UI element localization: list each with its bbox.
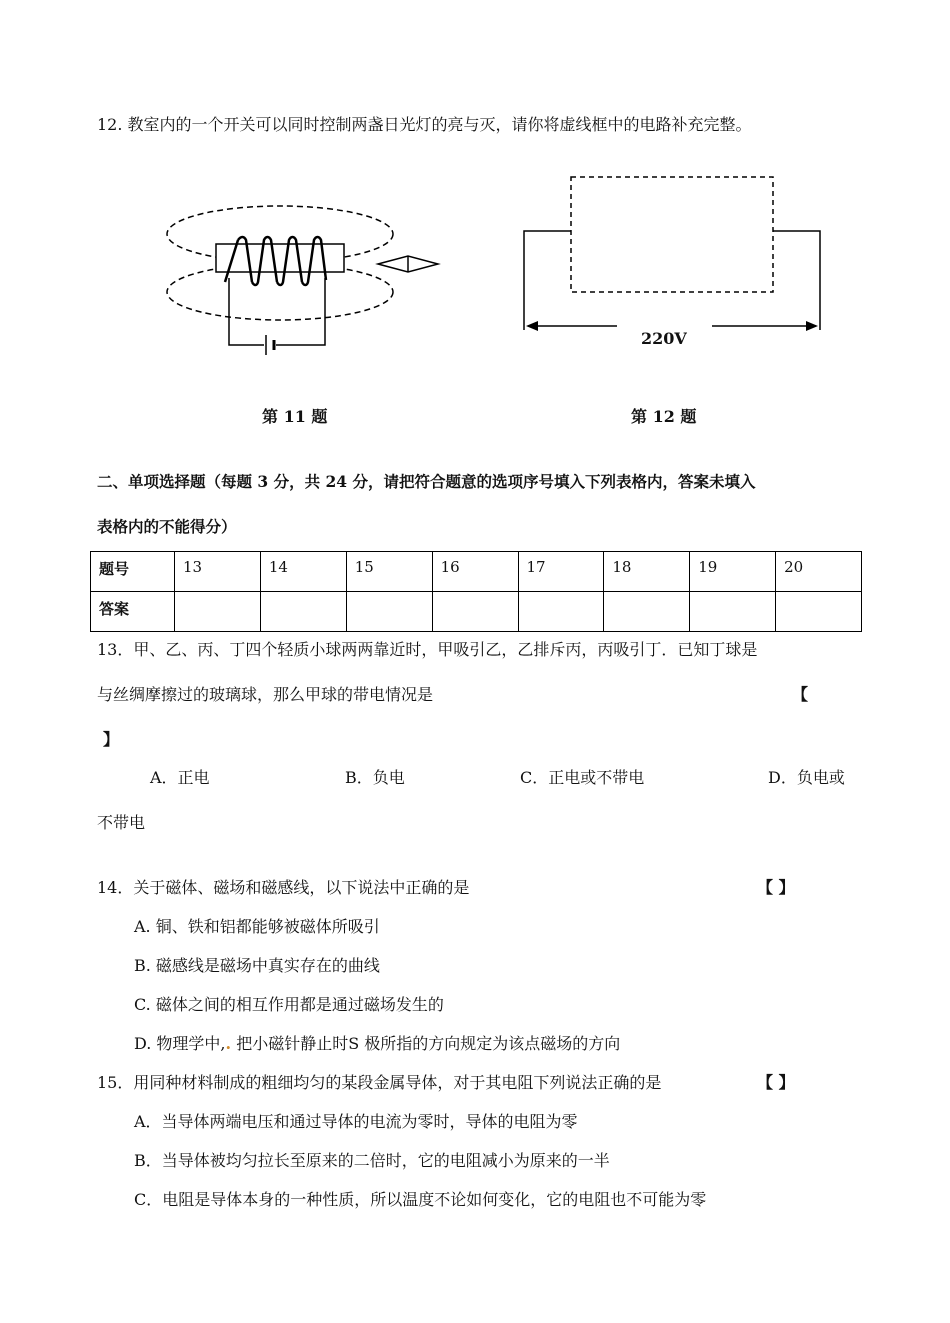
question-13-option-c: C．正电或不带电 [520, 768, 645, 787]
solenoid-core [216, 244, 344, 272]
question-15-bracket: 【 】 [757, 1073, 795, 1092]
arrow-right [806, 321, 818, 331]
answer-cell[interactable] [776, 592, 862, 632]
answer-cell[interactable] [518, 592, 604, 632]
question-15-option-b: B．当导体被均匀拉长至原来的二倍时，它的电阻减小为原来的一半 [134, 1151, 610, 1170]
answer-cell[interactable] [604, 592, 690, 632]
answer-cell[interactable] [260, 592, 346, 632]
question-13-option-d: D．负电或 [768, 768, 845, 787]
question-14-option-c: C. 磁体之间的相互作用都是通过磁场发生的 [134, 995, 444, 1014]
circuit-wire-left [229, 278, 264, 345]
row-header-answer: 答案 [91, 592, 175, 632]
row-header-number: 题号 [91, 552, 175, 592]
question-13-bracket-close: 】 [103, 730, 120, 749]
question-13-option-b: B．负电 [345, 768, 405, 787]
dashed-box [571, 177, 773, 292]
question-number-cell: 20 [776, 552, 862, 592]
section-2-heading-line1: 二、单项选择题（每题 3 分，共 24 分，请把符合题意的选项序号填入下列表格内，答案未填入 [97, 472, 756, 491]
question-number-cell: 18 [604, 552, 690, 592]
option-d-dot: . [225, 1034, 232, 1053]
field-line-lower [167, 264, 393, 320]
question-14-option-d [134, 1034, 620, 1054]
question-13-option-a: A．正电 [150, 768, 210, 787]
wire-right [773, 231, 820, 330]
table-row [91, 592, 862, 632]
question-14-option-a: A. 铜、铁和铝都能够被磁体所吸引 [134, 917, 380, 936]
table-row [91, 552, 862, 592]
option-d-text: 把小磁针静止时S 极所指的方向规定为该点磁场的方向 [231, 1034, 621, 1053]
field-line-upper [167, 206, 393, 262]
question-number-cell: 15 [346, 552, 432, 592]
circuit-wire-right [276, 278, 325, 345]
question-14-option-b: B. 磁感线是磁场中真实存在的曲线 [134, 956, 380, 975]
section-2-heading-line2: 表格内的不能得分） [97, 517, 237, 536]
question-number-cell: 14 [260, 552, 346, 592]
answer-cell[interactable] [346, 592, 432, 632]
arrow-left [526, 321, 538, 331]
question-number-cell: 19 [690, 552, 776, 592]
voltage-label: 220V [641, 329, 687, 348]
question-number-cell: 13 [175, 552, 261, 592]
question-13-line2: 与丝绸摩擦过的玻璃球，那么甲球的带电情况是 [97, 685, 434, 704]
question-13-bracket-open: 【 [792, 685, 809, 704]
figure-12-caption: 第 12 题 [631, 407, 697, 426]
question-14-bracket: 【 】 [757, 878, 795, 897]
answer-table [90, 551, 862, 632]
option-d-prefix: D. 物理学中, [134, 1034, 226, 1053]
question-number-cell: 17 [518, 552, 604, 592]
question-15-option-a: A．当导体两端电压和通过导体的电流为零时，导体的电阻为零 [134, 1112, 578, 1131]
figure-11-caption: 第 11 题 [262, 407, 328, 426]
question-13-line1: 13．甲、乙、丙、丁四个轻质小球两两靠近时，甲吸引乙，乙排斥丙，丙吸引丁．已知丁球是 [97, 640, 758, 659]
answer-cell[interactable] [432, 592, 518, 632]
question-13-option-d-cont: 不带电 [97, 813, 146, 832]
wire-left [524, 231, 571, 330]
answer-cell[interactable] [175, 592, 261, 632]
question-15-stem: 15．用同种材料制成的粗细均匀的某段金属导体，对于其电阻下列说法正确的是 [97, 1073, 662, 1092]
question-12-text: 12. 教室内的一个开关可以同时控制两盏日光灯的亮与灭，请你将虚线框中的电路补充完整。 [97, 115, 752, 134]
solenoid-coils [225, 237, 326, 285]
answer-cell[interactable] [690, 592, 776, 632]
question-14-stem: 14．关于磁体、磁场和磁感线，以下说法中正确的是 [97, 878, 470, 897]
question-number-cell: 16 [432, 552, 518, 592]
question-15-option-c: C．电阻是导体本身的一种性质，所以温度不论如何变化，它的电阻也不可能为零 [134, 1190, 707, 1209]
compass-needle [378, 256, 438, 272]
